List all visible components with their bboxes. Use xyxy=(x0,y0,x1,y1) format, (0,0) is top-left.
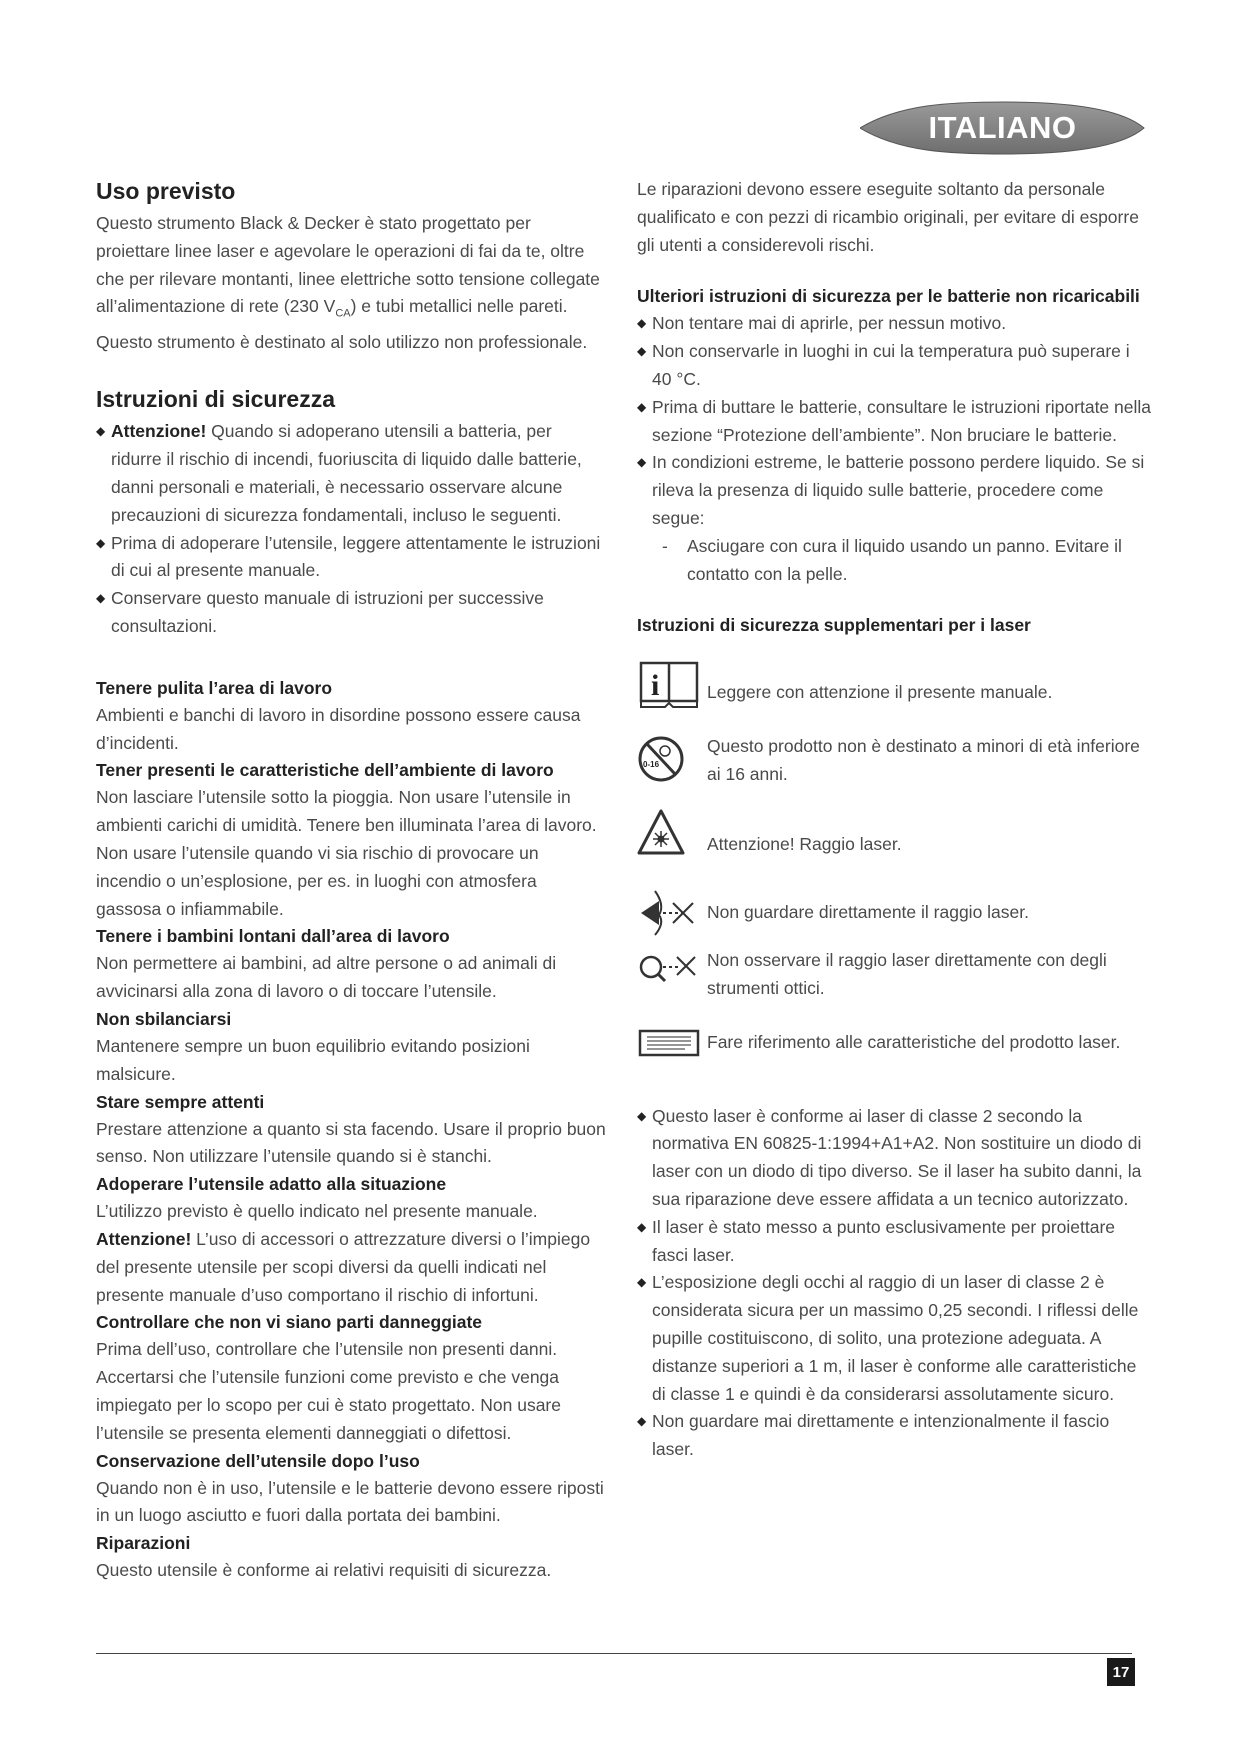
left-column xyxy=(96,176,606,1585)
symbol-text: Attenzione! Raggio laser. xyxy=(707,833,902,854)
svg-text:i: i xyxy=(651,669,660,703)
subsection: Tenere pulita l’area di lavoro Ambienti e banchi di lavoro in disordine possono essere causa d’incidenti. xyxy=(96,677,581,753)
right-column xyxy=(637,176,1152,1464)
list-item: ◆ Prima di adoperare l’utensile, leggere attentamente le istruzioni di cui al presente manuale. xyxy=(96,530,606,586)
dash-icon: - xyxy=(662,535,668,556)
attenzione-note: Attenzione! L’uso di accessori o attrezzature diversi o l’impiego del presente utensile per scopi diversi da quelli indicati nel presente manuale d’uso comportano il rischio di infortuni. xyxy=(96,1229,591,1305)
list-item: ◆ In condizioni estreme, le batterie possono perdere liquido. Se si rileva la presenza di liquido sulle batterie, procedere come segue: xyxy=(637,449,1152,532)
list-item: ◆ L’esposizione degli occhi al raggio di un laser di classe 2 è considerata sicura per un massimo 0,25 secondi. I riflessi delle pupille costituiscono, di solito, una protezione adeguata. A distanze superiori a 1 m, il laser è conforme alle caratteristiche di classe 1 e quindi è da considerarsi assolutamente sicuro. xyxy=(637,1269,1152,1408)
symbol-row xyxy=(637,807,1152,863)
bullet-icon: ◆ xyxy=(96,424,106,439)
bullet-icon: ◆ xyxy=(96,591,106,606)
subsection: Tenere i bambini lontani dall’area di lavoro Non permettere ai bambini, ad altre persone o ad animali di avvicinarsi alla zona di lavoro o di toccare l’utensile. xyxy=(96,926,557,1002)
list-item: ◆ Conservare questo manuale di istruzioni per successive consultazioni. xyxy=(96,585,606,641)
uso-previsto-text: Questo strumento Black & Decker è stato progettato per proiettare linee laser e agevolare le operazioni di fai da te, oltre che per rilevare montanti, linee elettriche sotto tensione collegate all’alimentazione di rete (230 $V_{CA}$) e tubi metallici nelle pareti. Questo strumento è destinato al solo utilizzo non professionale. xyxy=(96,213,600,352)
subsection: Conservazione dell’utensile dopo l’uso Quando non è in uso, l’utensile e le batterie devono essere riposti in un luogo asciutto e fuori dalla portata dei bambini. xyxy=(96,1450,604,1526)
symbol-text: Fare riferimento alle caratteristiche del prodotto laser. xyxy=(707,1031,1121,1052)
bullet-icon: ◆ xyxy=(637,1108,647,1123)
bullet-icon: ◆ xyxy=(96,535,106,550)
no-optics-icon xyxy=(637,945,707,1001)
symbol-text: Questo prodotto non è destinato a minori di età inferiore ai 16 anni. xyxy=(707,736,1140,785)
symbol-text: Leggere con attenzione il presente manuale. xyxy=(707,682,1053,703)
bullet-icon: ◆ xyxy=(637,455,647,470)
laser-warning-icon xyxy=(637,807,707,863)
list-item: ◆ Prima di buttare le batterie, consultare le istruzioni riportate nella sezione “Protezione dell’ambiente”. Non bruciare le batterie. xyxy=(637,394,1152,450)
subsection: Riparazioni Questo utensile è conforme ai relativi requisiti di sicurezza. xyxy=(96,1533,552,1581)
list-item: ◆ Non conservarle in luoghi in cui la temperatura può superare i 40 °C. xyxy=(637,338,1152,394)
symbol-text: Non guardare direttamente il raggio laser. xyxy=(707,901,1029,922)
subsection: Non sbilanciarsi Mantenere sempre un buon equilibrio evitando posizioni malsicure. xyxy=(96,1009,530,1084)
symbol-row xyxy=(637,945,1152,1003)
symbol-row xyxy=(637,1021,1152,1077)
bullet-icon: ◆ xyxy=(637,1275,647,1290)
bullet-icon: ◆ xyxy=(637,1219,647,1234)
symbol-row xyxy=(637,731,1152,789)
batterie-title: Ulteriori istruzioni di sicurezza per le batterie non ricaricabili xyxy=(637,286,1140,307)
product-label-icon xyxy=(637,1021,707,1077)
language-badge: ITALIANO xyxy=(928,110,1077,145)
subsection: Tener presenti le caratteristiche dell’ambiente di lavoro Non lasciare l’utensile sotto la pioggia. Non usare l’utensile in ambienti carichi di umidità. Tenere ben illuminata l’area di lavoro. Non usare l’utensile quando vi sia rischio di provocare un incendio o un’esplosione, per es. in luoghi con atmosfera gassosa o infiammabile. xyxy=(96,760,597,919)
bullet-icon: ◆ xyxy=(637,1414,647,1429)
subsection: Adoperare l’utensile adatto alla situazione L’utilizzo previsto è quello indicato nel presente manuale. xyxy=(96,1174,538,1222)
symbol-text: Non osservare il raggio laser direttamente con degli strumenti ottici. xyxy=(707,949,1107,998)
page-number: 17 xyxy=(1107,1658,1135,1686)
list-item: ◆ Il laser è stato messo a punto esclusivamente per proiettare fasci laser. xyxy=(637,1214,1152,1270)
list-item: ◆ Attenzione! Quando si adoperano utensili a batteria, per ridurre il rischio di incendi, fuoriuscita di liquido dalle batterie, danni personali e materiali, è necessario osservare alcune precauzioni di sicurezza fondamentali, incluso le seguenti. xyxy=(96,418,606,529)
symbol-row xyxy=(637,881,1152,937)
riparazioni-intro: Le riparazioni devono essere eseguite soltanto da personale qualificato e con pezzi di ricambio originali, per evitare di esporre gli utenti a considerevoli rischi. xyxy=(637,179,1139,255)
bullet-icon: ◆ xyxy=(637,316,647,331)
list-item: ◆ Non tentare mai di aprirle, per nessun motivo. xyxy=(637,310,1152,338)
symbol-row xyxy=(637,657,1152,713)
list-item: - Asciugare con cura il liquido usando un panno. Evitare il contatto con la pelle. xyxy=(662,533,1152,589)
manual-icon xyxy=(637,657,707,713)
list-item: ◆ Non guardare mai direttamente e intenzionalmente il fascio laser. xyxy=(637,1408,1152,1464)
no-children-icon xyxy=(637,731,707,787)
bullet-icon: ◆ xyxy=(637,344,647,359)
subsection: Stare sempre attenti Prestare attenzione a quanto si sta facendo. Usare il proprio buon senso. Non utilizzare l’utensile quando si è stanchi. xyxy=(96,1091,606,1167)
list-item: ◆ Questo laser è conforme ai laser di classe 2 secondo la normativa EN 60825-1:1994+A1+A2. Non sostituire un diodo di laser con un diodo di tipo diverso. Se il laser ha subito danni, la sua riparazione deve essere affidata a un tecnico autorizzato. xyxy=(637,1103,1152,1214)
bullet-icon: ◆ xyxy=(637,399,647,414)
svg-text:0-16: 0-16 xyxy=(643,760,660,770)
no-stare-eye-icon xyxy=(637,881,707,937)
subsection: Controllare che non vi siano parti danneggiate Prima dell’uso, controllare che l’utensile non presenti danni. Accertarsi che l’utensile funzioni come previsto e che venga impiegato per lo scopo per cui è stato progettato. Non usare l’utensile se presenta elementi danneggiati o difettosi. xyxy=(96,1312,561,1443)
section-title-uso-previsto: Uso previsto xyxy=(96,178,236,204)
footer-rule xyxy=(96,1653,1132,1654)
section-title-istruzioni: Istruzioni di sicurezza xyxy=(96,386,335,413)
laser-title: Istruzioni di sicurezza supplementari per i laser xyxy=(637,615,1031,636)
